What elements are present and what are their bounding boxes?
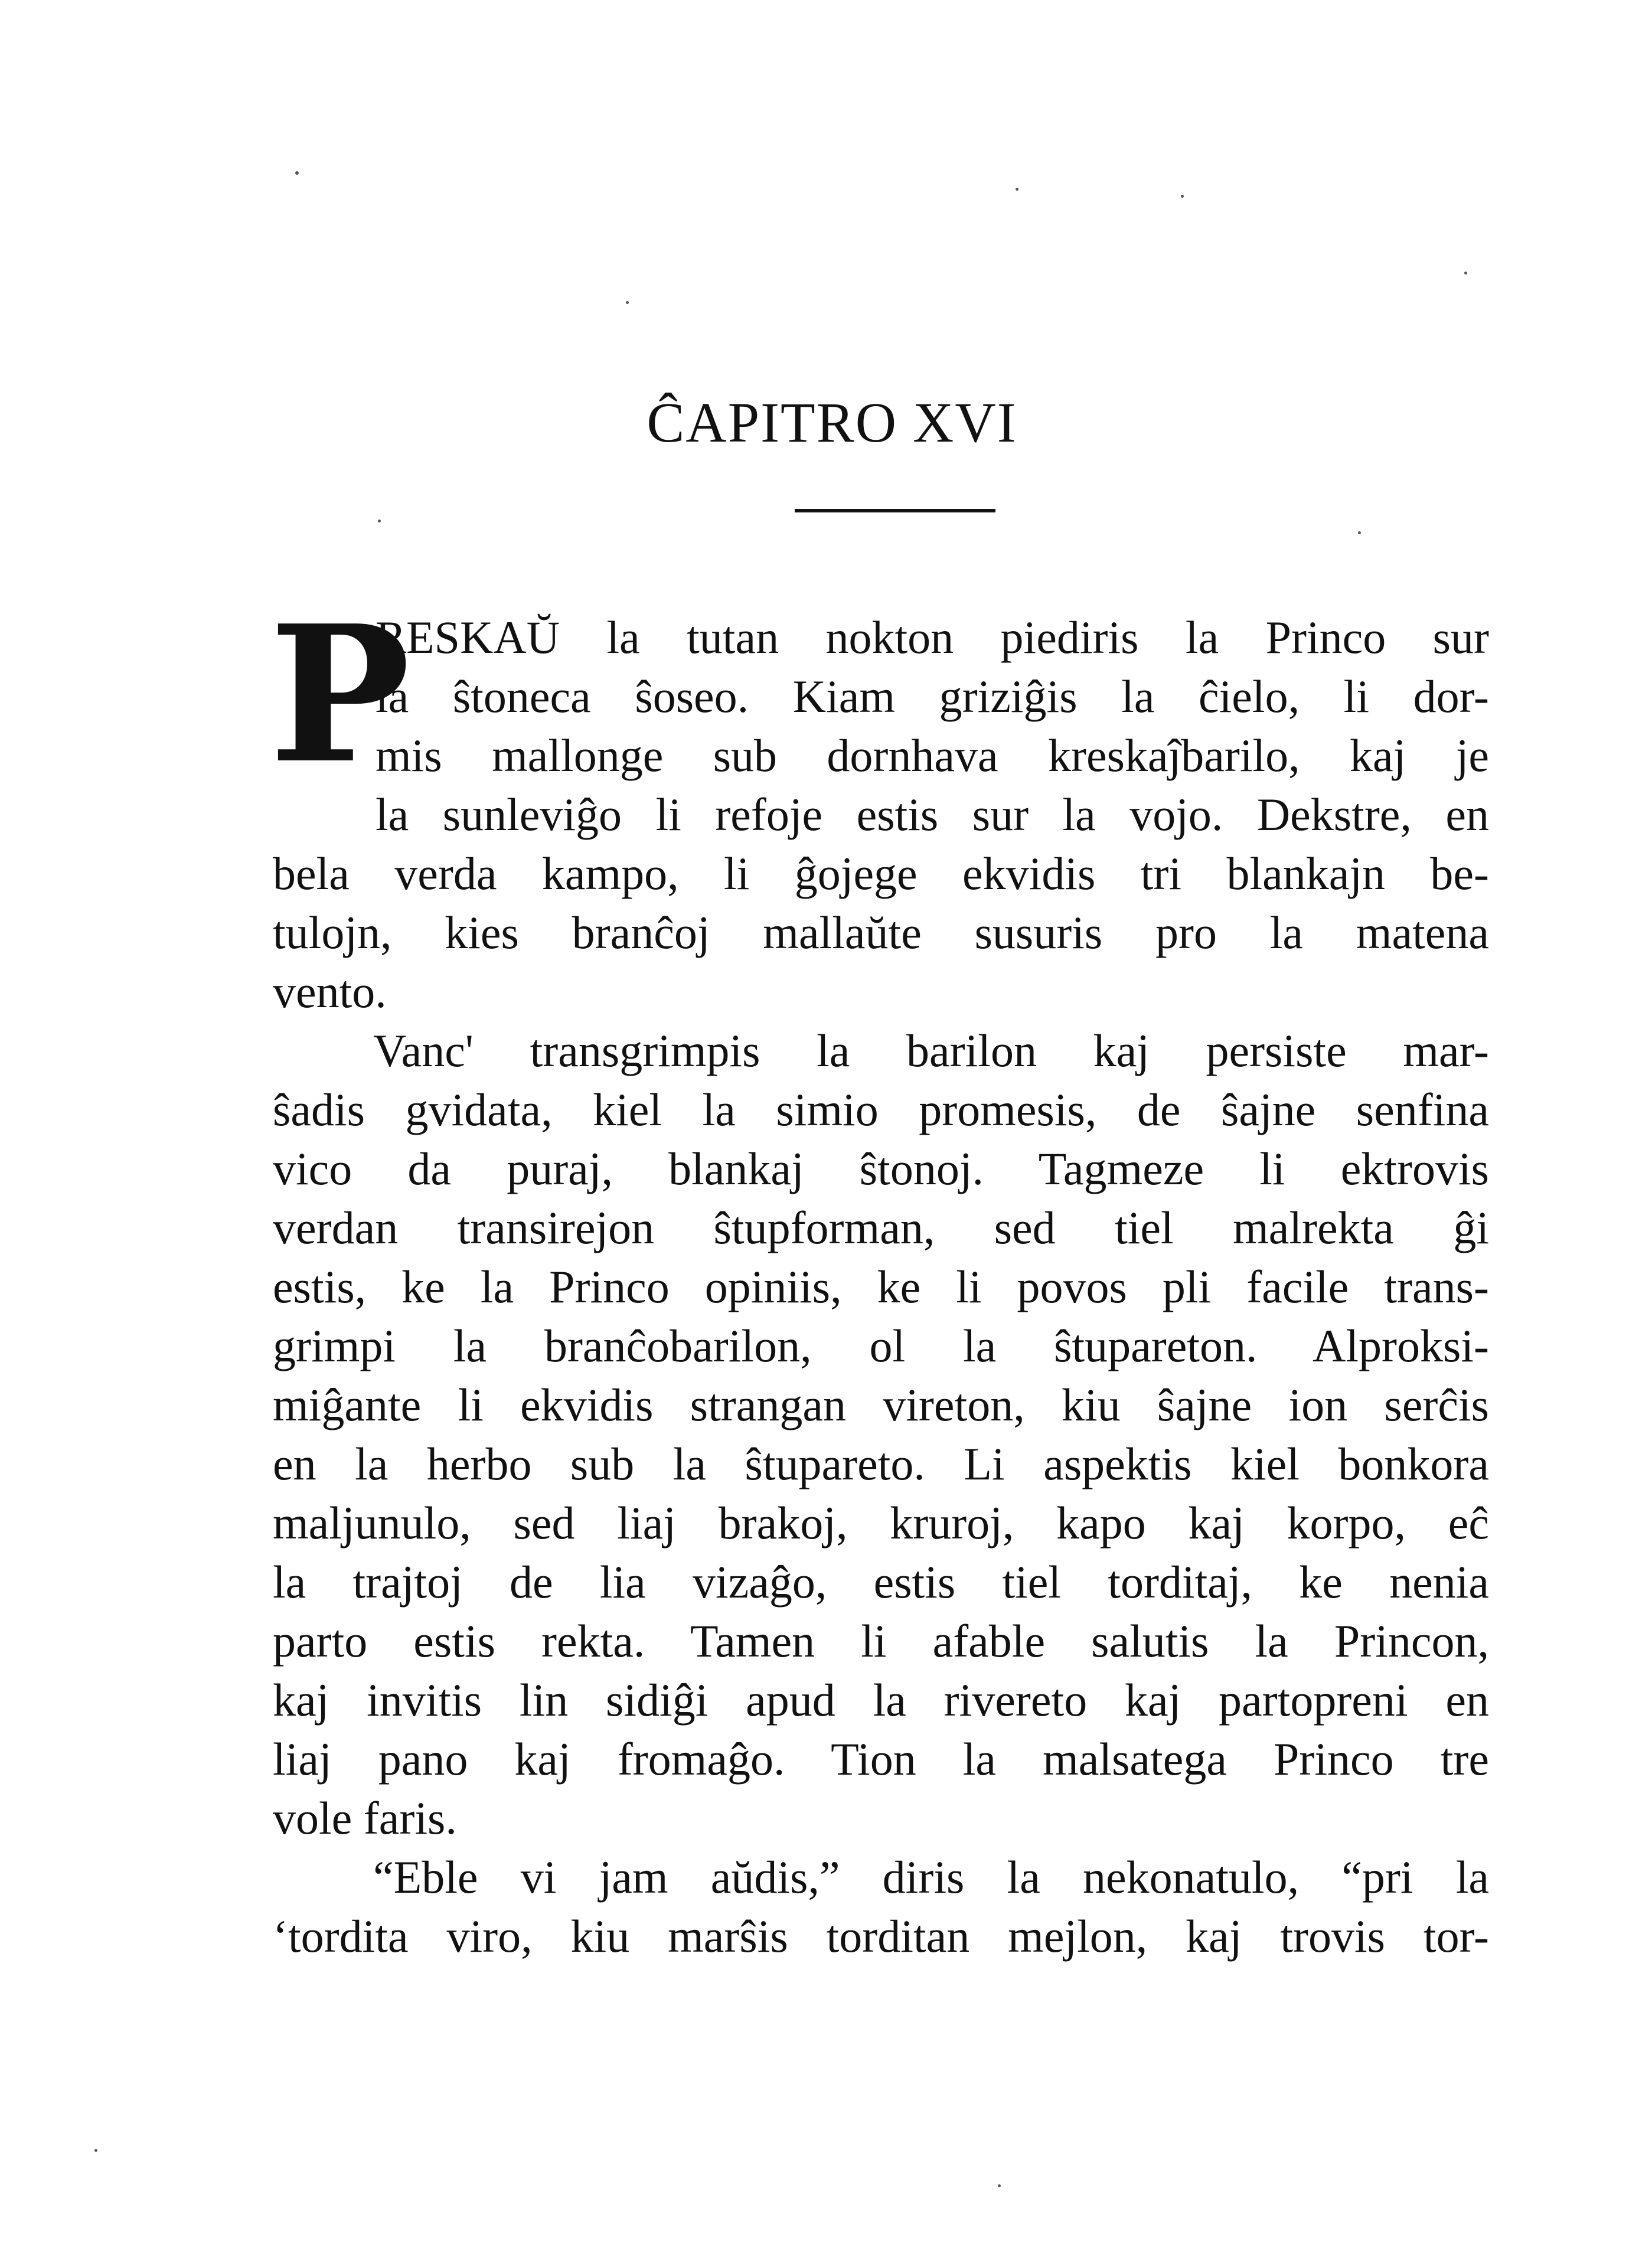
text-line: vico da puraj, blankaj ŝtonoj. Tagmeze li ektrovis [273,1143,1489,1194]
chapter-body [269,584,1489,1966]
text-line: ŝadis gvidata, kiel la simio promesis, de ŝajne senfina [273,1084,1489,1135]
text-line: verdan transirejon ŝtupforman, sed tiel malrekta ĝi [273,1202,1489,1253]
text-line: liaj pano kaj fromaĝo. Tion la malsatega Princo tre [273,1733,1489,1785]
print-speck [1016,188,1018,191]
print-speck [1464,272,1467,275]
text-line: la trajtoj de lia vizaĝo, estis tiel torditaj, ke nenia [273,1556,1489,1608]
text-line: la sunleviĝo li refoje estis sur la vojo. Dekstre, en [376,789,1489,840]
text-line: tulojn, kies branĉoj mallaŭte susuris pro la matena [273,907,1489,958]
text-line: Vanc' transgrimpis la barilon kaj persiste mar- [373,1025,1489,1076]
print-speck [295,171,299,175]
title-rule [795,509,995,512]
print-speck [378,520,381,522]
text-line: bela verda kampo, li ĝojege ekvidis tri blankajn be- [273,848,1489,899]
print-speck [1358,531,1361,534]
text-line: la ŝtoneca ŝoseo. Kiam griziĝis la ĉielo, li dor- [376,671,1489,722]
print-speck [998,2184,1001,2187]
paragraph [273,1848,1489,1966]
text-line: vole faris. [273,1792,457,1844]
drop-cap: P [269,584,411,805]
text-line: vento. [273,966,387,1017]
chapter-title: ĈAPITRO XVI [647,391,1017,454]
text-line: miĝante li ekvidis strangan vireton, kiu ŝajne ion serĉis [273,1379,1489,1430]
text-line: kaj invitis lin sidiĝi apud la rivereto kaj partopreni en [273,1674,1489,1726]
text-line: ‘tordita viro, kiu marŝis torditan mejlon, kaj trovis tor- [273,1910,1489,1962]
text-line: “Eble vi jam aŭdis,” diris la nekonatulo, “pri la [373,1851,1489,1903]
text-line: en la herbo sub la ŝtupareto. Li aspektis kiel bonkora [273,1438,1489,1489]
text-line: maljunulo, sed liaj brakoj, kruroj, kapo kaj korpo, eĉ [273,1497,1489,1549]
text-line: mis mallonge sub dornhava kreskaĵbarilo, kaj je [376,730,1489,781]
print-speck [94,2149,97,2152]
text-line: grimpi la branĉobarilon, ol la ŝtupareton. Alproksi- [273,1320,1489,1371]
print-speck [626,301,629,304]
text-line: parto estis rekta. Tamen li afable salutis la Princon, [273,1615,1489,1667]
paragraph [273,1021,1489,1848]
text-line: estis, ke la Princo opiniis, ke li povos pli facile trans- [273,1261,1489,1312]
text-line: RESKAŬ la tutan nokton piediris la Princo sur [376,612,1489,663]
print-speck [1181,195,1184,198]
paragraph [273,608,1489,1021]
